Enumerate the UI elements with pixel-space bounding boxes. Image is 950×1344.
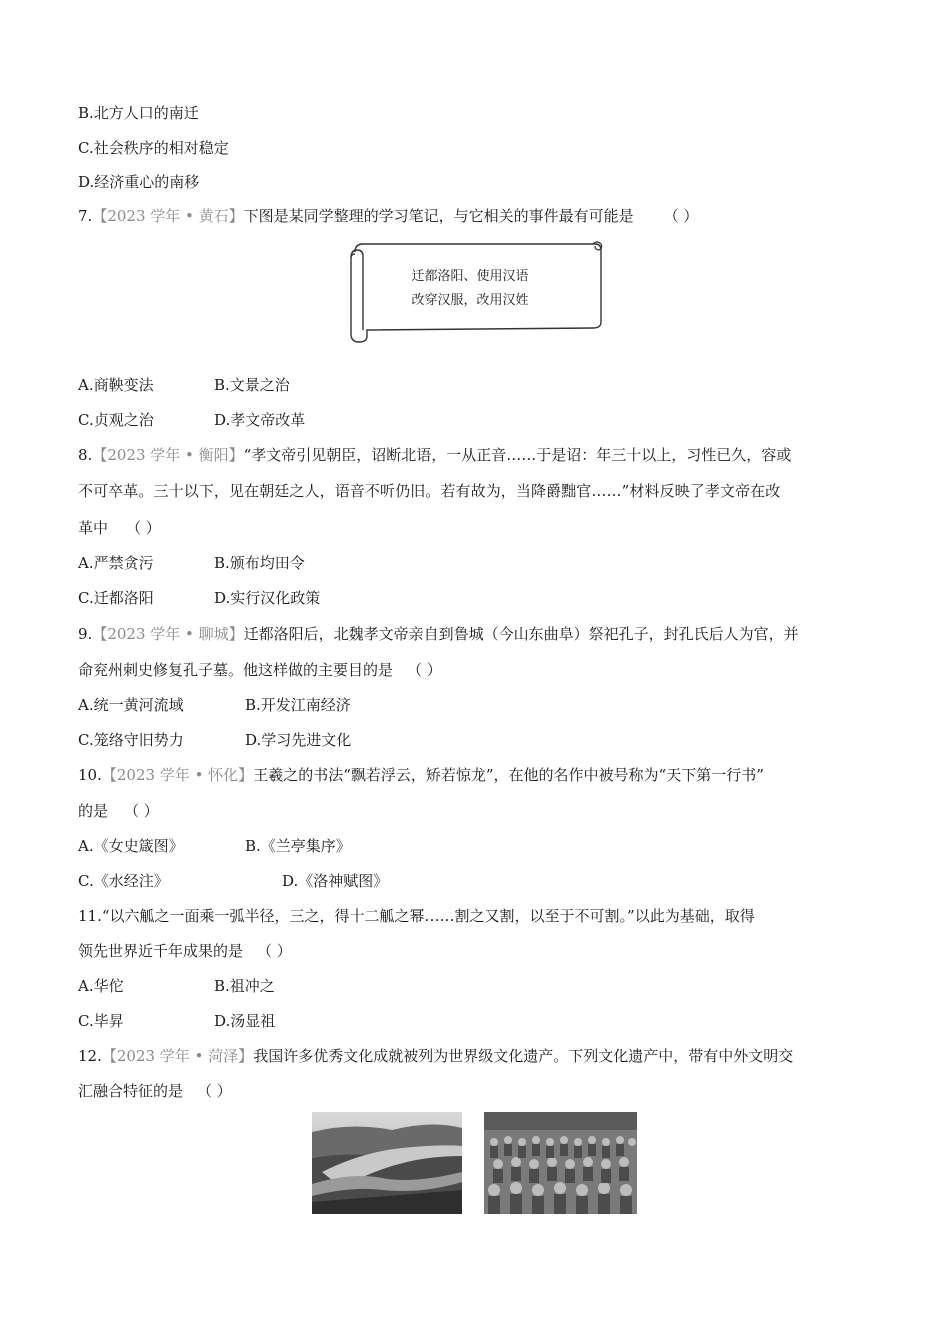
question-text: 迁都洛阳后，北魏孝文帝亲自到鲁城（今山东曲阜）祭祀孔子，封孔氏后人为官，并 <box>243 625 799 643</box>
question-9 <box>78 624 872 644</box>
question-text: 汇融合特征的是 <box>78 1082 184 1100</box>
question-source: 【2023 学年 • 黄石】 <box>92 207 244 225</box>
question-text-line <box>78 941 872 961</box>
option-row <box>78 410 872 430</box>
question-text: 领先世界近千年成果的是 <box>78 942 244 960</box>
question-number: 9. <box>78 625 93 643</box>
option-row <box>78 730 872 750</box>
question-text: “孝文帝引见朝臣，诏断北语，一从正音……于是诏：年三十以上，习性已久，容或 <box>243 446 792 464</box>
option: A.严禁贪污 <box>78 554 154 572</box>
question-7 <box>78 206 872 226</box>
option: A.统一黄河流域 <box>78 696 184 714</box>
scroll-text-line: 改穿汉服，改用汉姓 <box>411 293 529 308</box>
answer-paren: （ ） <box>663 207 699 225</box>
option-line: C.社会秩序的相对稳定 <box>78 139 229 157</box>
question-number: 10. <box>78 766 102 784</box>
question-text: 革中 <box>78 519 109 537</box>
question-number: 12. <box>78 1047 102 1065</box>
answer-paren: （ ） <box>257 942 292 960</box>
option: B.文景之治 <box>214 376 290 394</box>
question-source: 【2023 学年 • 怀化】 <box>101 766 254 784</box>
option-row <box>78 553 872 573</box>
option: C.《水经注》 <box>78 872 169 890</box>
scroll-text-line: 迁都洛阳、使用汉语 <box>411 269 529 284</box>
question-number: 7. <box>78 207 93 225</box>
option-row <box>78 695 872 715</box>
option: C.贞观之治 <box>78 411 154 429</box>
option: B.祖冲之 <box>214 977 275 995</box>
option-line: D.经济重心的南移 <box>78 173 200 191</box>
option: A.华佗 <box>78 977 124 995</box>
option: D.《洛神赋图》 <box>282 872 389 890</box>
option: D.汤显祖 <box>214 1012 276 1030</box>
option-line: B.北方人口的南迁 <box>78 104 199 122</box>
question-12 <box>78 1046 872 1066</box>
option-row <box>78 836 872 856</box>
question-text-line: 不可卒革。三十以下，见在朝廷之人，语音不听仍旧。若有故为，当降爵黜官……”材料反映了孝文帝在改 <box>78 482 781 500</box>
option: A.《女史箴图》 <box>78 837 184 855</box>
question-text: 王羲之的书法“飘若浮云，矫若惊龙”，在他的名作中被号称为“天下第一行书” <box>253 766 764 784</box>
question-source: 【2023 学年 • 菏泽】 <box>101 1047 254 1065</box>
answer-paren: （ ） <box>407 661 442 679</box>
question-number: 11. <box>78 907 102 925</box>
question-text: 下图是某同学整理的学习笔记，与它相关的事件最有可能是 <box>243 207 634 225</box>
option: B.开发江南经济 <box>245 696 351 714</box>
question-text: 我国许多优秀文化成就被列为世界级文化遗产。下列文化遗产中，带有中外文明交 <box>253 1047 794 1065</box>
question-text-line <box>78 660 872 680</box>
question-text-line <box>78 801 872 821</box>
option-row <box>78 375 872 395</box>
question-8 <box>78 445 872 465</box>
option: C.毕昇 <box>78 1012 124 1030</box>
question-number: 8. <box>78 446 93 464</box>
answer-paren: （ ） <box>124 802 159 820</box>
question-text-line <box>78 1081 872 1101</box>
answer-paren: （ ） <box>126 519 161 537</box>
option: C.迁都洛阳 <box>78 589 154 607</box>
question-11 <box>78 906 872 926</box>
question-text-line <box>78 518 872 538</box>
question-text: 的是 <box>78 802 109 820</box>
option: D.学习先进文化 <box>245 731 352 749</box>
question-text: “以六觚之一面乘一弧半径，三之，得十二觚之幂……割之又割，以至于不可割。”以此为基础，取得 <box>101 907 755 925</box>
question-text: 命兖州刺史修复孔子墓。他这样做的主要目的是 <box>78 661 394 679</box>
question-10 <box>78 765 872 785</box>
question-source: 【2023 学年 • 衡阳】 <box>92 446 244 464</box>
option-row <box>78 1011 872 1031</box>
option: A.商鞅变法 <box>78 376 154 394</box>
scroll-note-image <box>345 236 605 344</box>
option: B.颁布均田令 <box>214 554 305 572</box>
option: C.笼络守旧势力 <box>78 731 184 749</box>
question-source: 【2023 学年 • 聊城】 <box>92 625 244 643</box>
option-row <box>78 588 872 608</box>
option-row <box>78 871 872 891</box>
option: D.孝文帝改革 <box>214 411 306 429</box>
dujiangyan-photo <box>312 1112 462 1214</box>
answer-paren: （ ） <box>197 1082 232 1100</box>
option: D.实行汉化政策 <box>214 589 321 607</box>
option-row <box>78 976 872 996</box>
option: B.《兰亭集序》 <box>245 837 351 855</box>
terracotta-army-photo <box>484 1112 637 1214</box>
